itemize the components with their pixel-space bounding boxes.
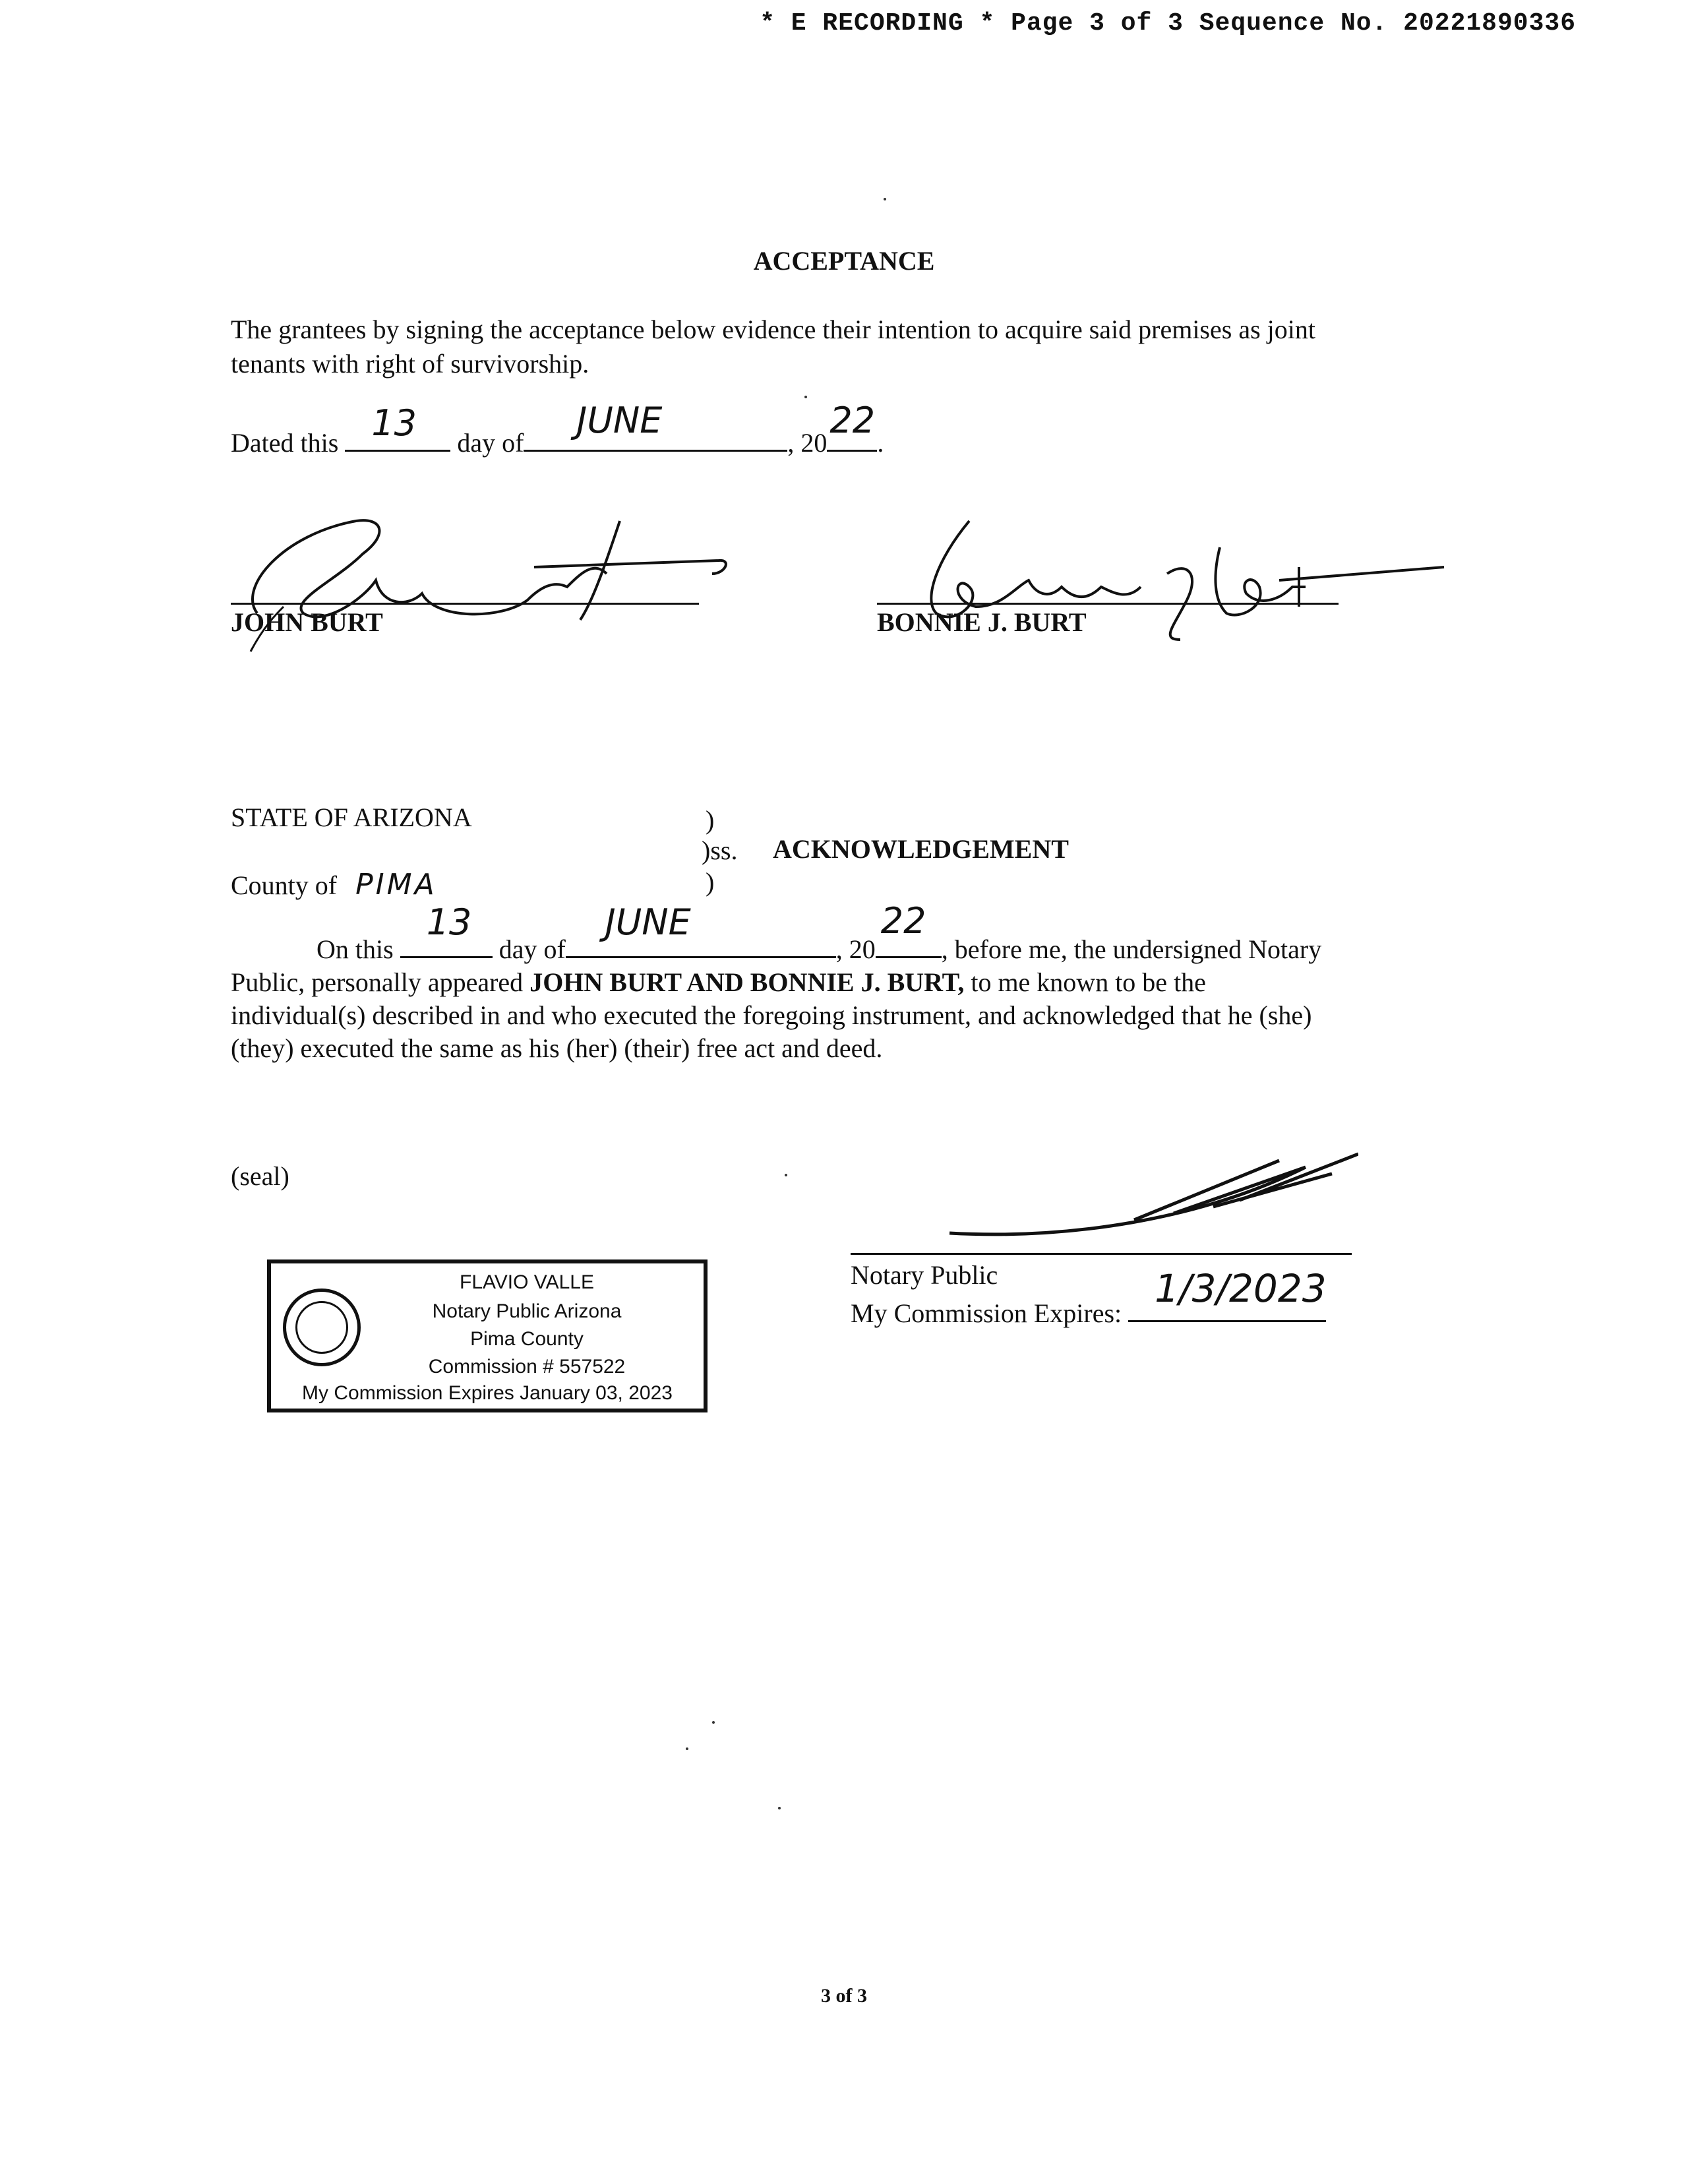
acceptance-body	[231, 313, 1418, 381]
ack-month-handwriting: JUNE	[605, 901, 691, 943]
dated-year-field	[827, 400, 877, 452]
state-label: STATE OF ARIZONA	[231, 803, 472, 832]
john-burt-signature	[224, 508, 738, 666]
stamp-commission: Commission # 557522	[428, 1356, 626, 1378]
ack-line1	[231, 900, 1431, 966]
year-suffix: .	[877, 428, 884, 458]
ack-day-field	[400, 901, 493, 958]
day-of-label: day of	[457, 428, 524, 458]
ack-day-handwriting: 13	[426, 901, 472, 943]
speck	[884, 198, 886, 200]
acceptance-body-line1: The grantees by signing the acceptance below evidence their intention to acquire said premises as joint	[231, 315, 1315, 344]
commission-expires-field	[1128, 1266, 1327, 1322]
acknowledgement-body	[231, 900, 1431, 1065]
notary-stamp	[267, 1259, 708, 1412]
stamp-county: Pima County	[470, 1328, 584, 1350]
page-number: 3 of 3	[821, 1985, 867, 2007]
acknowledgement-title: ACKNOWLEDGEMENT	[773, 834, 1069, 864]
ack-year-prefix: , 20	[835, 934, 876, 964]
ack-line1-rest: , before me, the undersigned Notary	[941, 934, 1322, 964]
county-label: County of	[231, 870, 338, 900]
ack-line3: individual(s) described in and who executed the foregoing instrument, and acknowledged that he (she)	[231, 1000, 1312, 1030]
dated-day-handwriting: 13	[371, 402, 417, 444]
bonnie-burt-name: BONNIE J. BURT	[877, 607, 1087, 637]
dated-year-handwriting: 22	[829, 400, 876, 441]
seal-label: (seal)	[231, 1161, 289, 1191]
dated-day-field	[345, 402, 450, 452]
stamp-expires: My Commission Expires January 03, 2023	[302, 1382, 673, 1404]
paren-top: )	[706, 805, 715, 835]
ss-label: )ss.	[702, 835, 738, 865]
ack-year-field	[876, 900, 942, 958]
ack-line2-a: Public, personally appeared	[231, 967, 530, 997]
speck	[804, 396, 807, 398]
on-this-label: On this	[316, 934, 394, 964]
acceptance-title: ACCEPTANCE	[753, 246, 935, 276]
speck	[686, 1747, 688, 1750]
recording-header: * E RECORDING * Page 3 of 3 Sequence No. 20221890336	[760, 9, 1576, 38]
paren-bottom: )	[706, 867, 715, 897]
dated-line	[231, 400, 884, 458]
stamp-name: FLAVIO VALLE	[460, 1271, 594, 1293]
dated-month-handwriting: JUNE	[576, 400, 663, 441]
john-burt-name: JOHN BURT	[231, 607, 383, 637]
speck	[785, 1174, 787, 1176]
speck	[712, 1721, 715, 1724]
dated-month-field	[524, 400, 787, 452]
commission-expires-label: My Commission Expires:	[851, 1298, 1122, 1328]
ack-line2-bold: JOHN BURT AND BONNIE J. BURT,	[529, 967, 965, 997]
speck	[778, 1807, 781, 1809]
county-line	[231, 868, 437, 901]
ack-day-of-label: day of	[498, 934, 566, 964]
stamp-title: Notary Public Arizona	[432, 1300, 622, 1322]
acceptance-body-line2: tenants with right of survivorship.	[231, 349, 589, 379]
ack-month-field	[566, 901, 836, 958]
notary-signature-line	[851, 1253, 1352, 1255]
dated-label: Dated this	[231, 428, 339, 458]
ack-year-handwriting: 22	[880, 900, 926, 942]
john-burt-signature-line	[231, 603, 699, 605]
notary-public-label: Notary Public	[851, 1260, 998, 1290]
ack-line2	[231, 966, 1431, 999]
notary-signature	[936, 1147, 1358, 1253]
commission-expires-handwriting: 1/3/2023	[1155, 1266, 1327, 1311]
bonnie-burt-signature-line	[877, 603, 1339, 605]
year-prefix: , 20	[787, 428, 828, 458]
county-handwriting: PIMA	[355, 868, 437, 901]
ack-line4: (they) executed the same as his (her) (their) free act and deed.	[231, 1033, 883, 1063]
ack-line2-b: to me known to be the	[964, 967, 1206, 997]
